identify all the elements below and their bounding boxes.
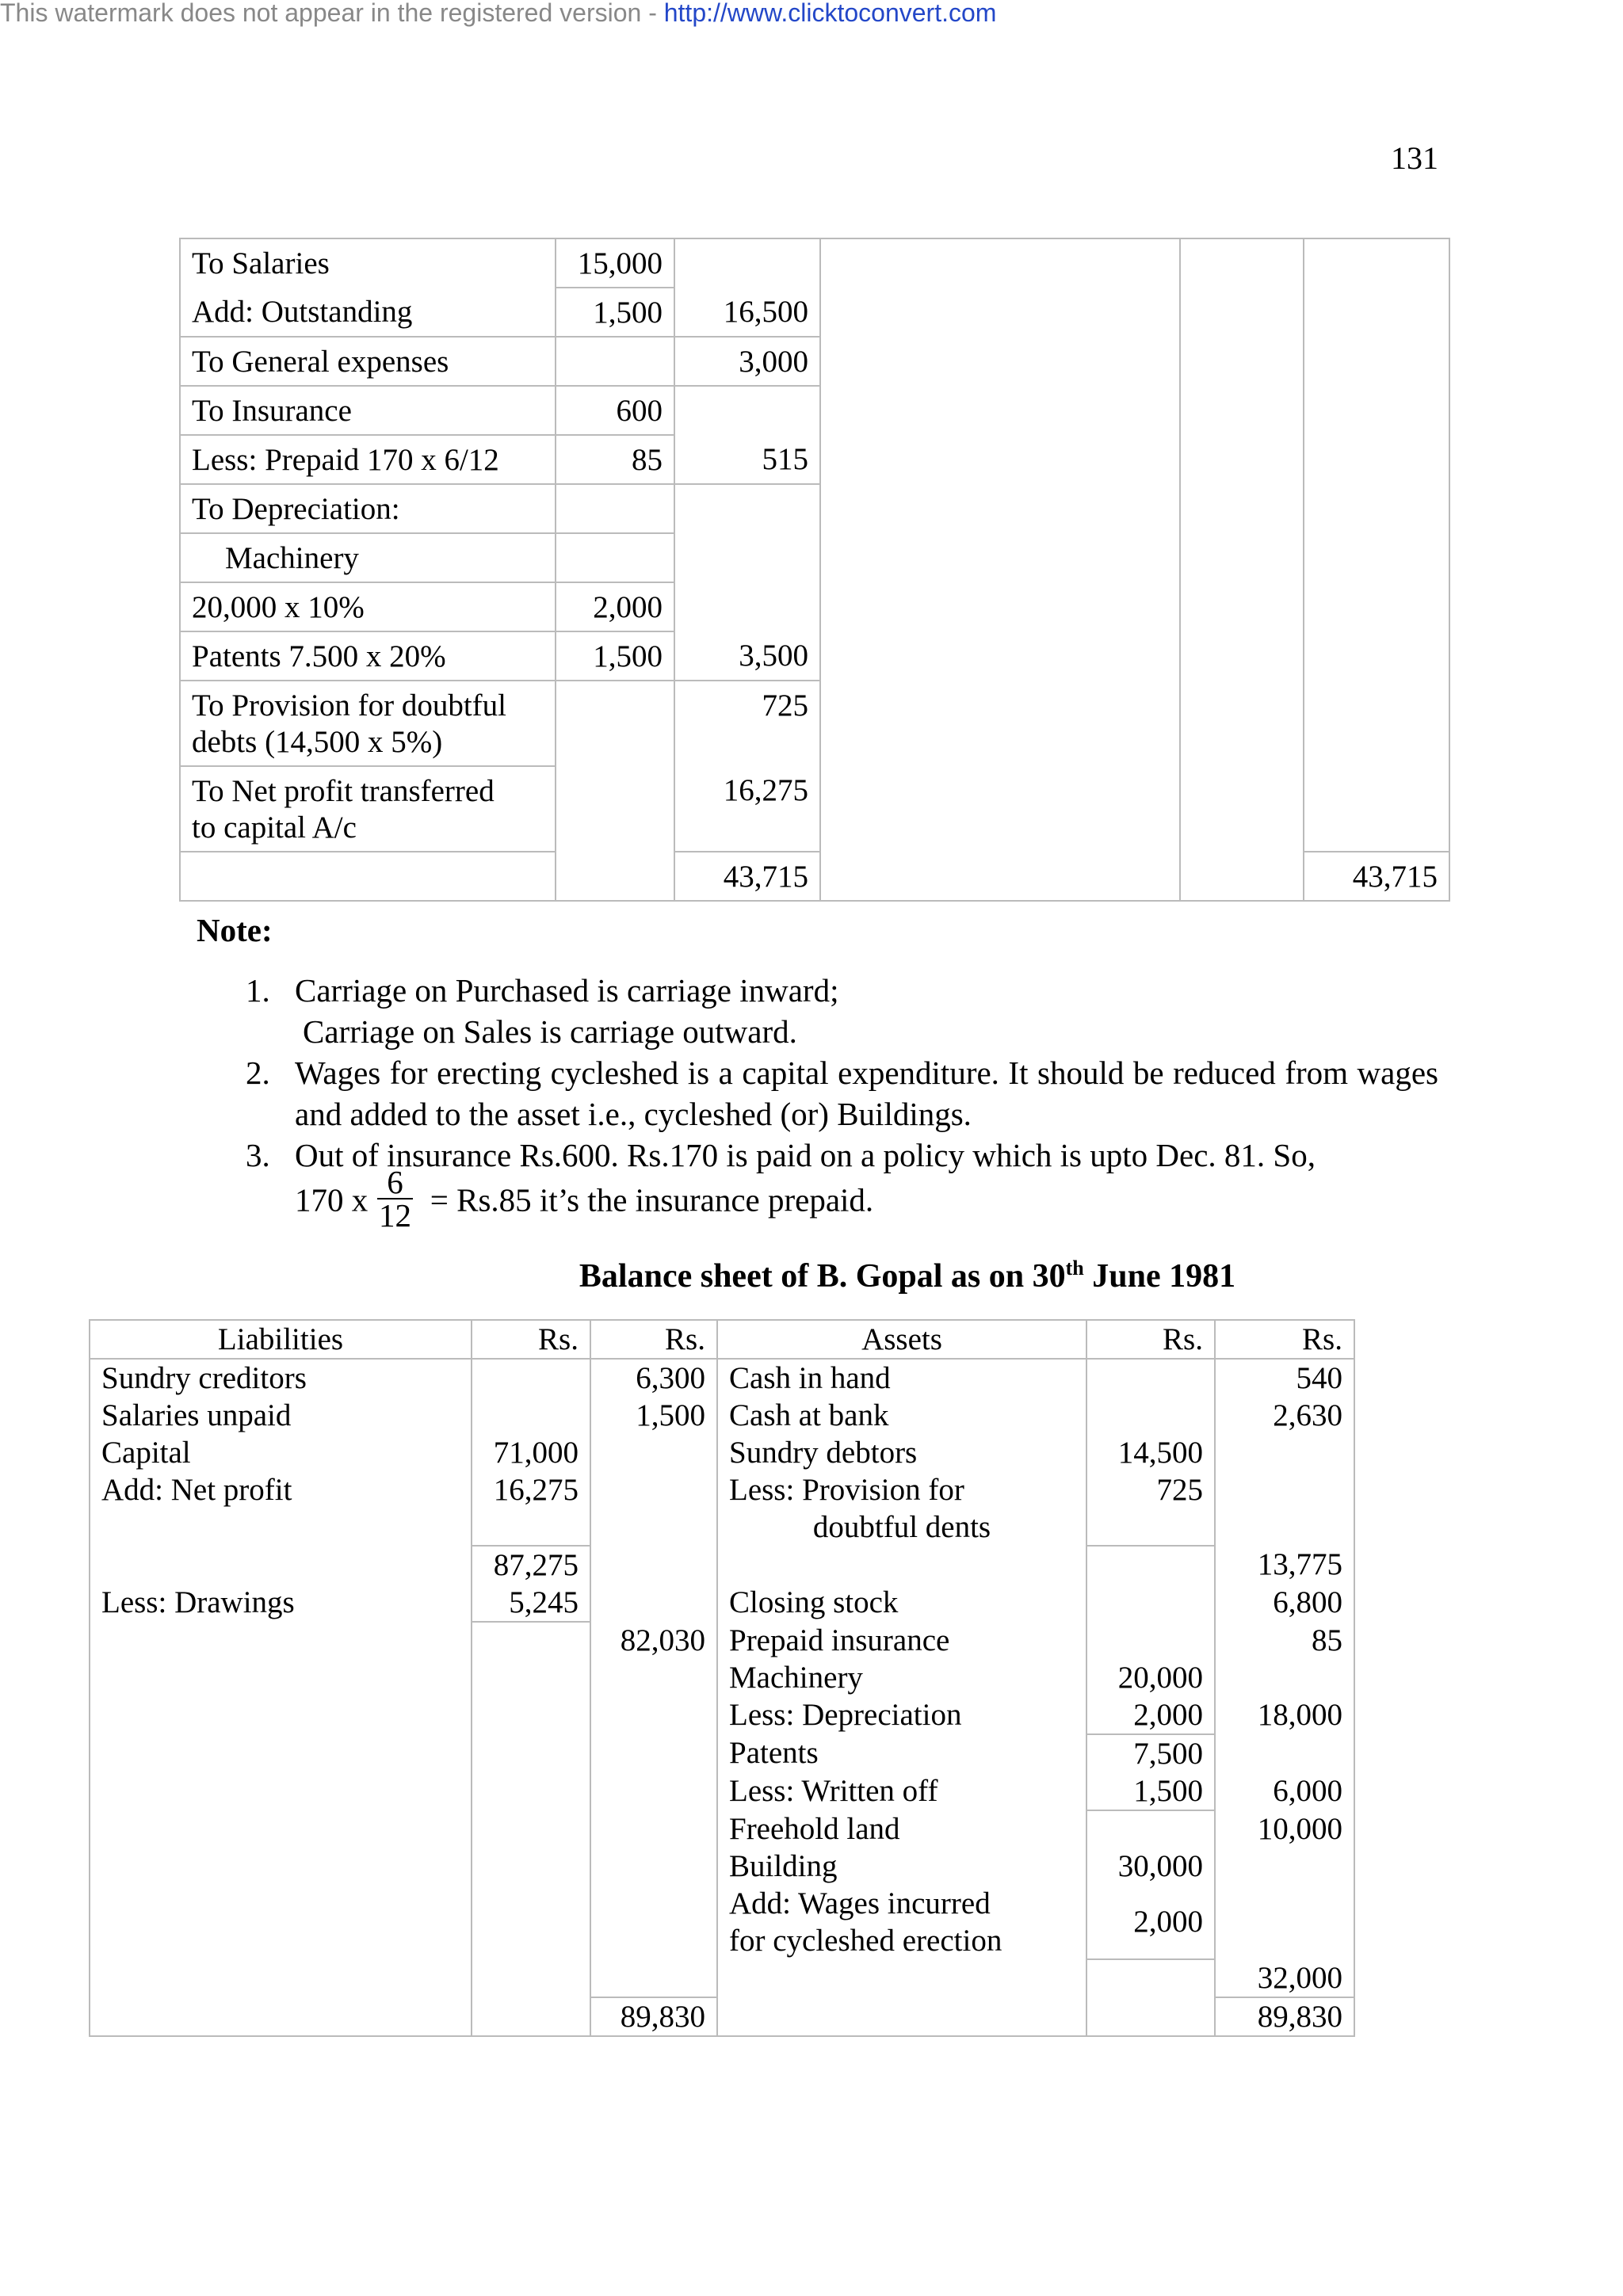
asset-sub-amount: 30,000 [1086,1848,1215,1885]
asset-sub-amount [1086,1508,1215,1546]
asset-item: Machinery [717,1659,1086,1696]
fraction-denominator: 12 [379,1197,411,1234]
liability-sub-amount [472,1696,590,1734]
account-total-row [180,852,1449,901]
header-assets: Assets [717,1320,1086,1359]
balance-sheet-row [90,1959,1354,1997]
account-particulars: To Net profit transferred to capital A/c [180,766,556,852]
balance-sheet-row [90,1734,1354,1772]
asset-sub-amount: 1,500 [1086,1772,1215,1810]
note-text: Carriage on Sales is carriage outward. [303,1013,797,1050]
asset-amount [1215,1508,1354,1546]
account-particulars: Less: Prepaid 170 x 6/12 [180,435,556,484]
account-amount-total [674,533,820,582]
liability-amount [590,1696,717,1734]
balance-sheet-row [90,1471,1354,1508]
note-formula: 170 x $\frac{6}{12}$ = Rs.85 it’s the insurance prepaid. [295,1164,874,1234]
liability-amount: 1,500 [590,1397,717,1434]
balance-sheet-title: Balance sheet of B. Gopal as on 30th June 1981 [579,1257,1236,1295]
account-amount-sub [556,533,674,582]
fraction-numerator: 6 [377,1166,413,1199]
liability-amount [590,1885,717,1959]
asset-sub-amount [1086,1546,1215,1584]
liability-item: Salaries unpaid [90,1397,472,1434]
account-amount-total [674,386,820,435]
account-amount-sub: 85 [556,435,674,484]
liability-item [90,1959,472,1997]
balance-sheet-row [90,1772,1354,1810]
account-row [180,484,1449,533]
balance-sheet-row [90,1584,1354,1622]
asset-sub-amount [1086,1397,1215,1434]
liability-item [90,1772,472,1810]
liability-item [90,1659,472,1696]
asset-amount: 6,800 [1215,1584,1354,1622]
account-row [180,386,1449,435]
balance-sheet-row [90,1622,1354,1659]
balance-sheet-row [90,1359,1354,1397]
balance-sheet-table [89,1319,1355,2037]
asset-sub-amount [1086,1359,1215,1397]
balance-sheet-row [90,1434,1354,1471]
asset-item: Building [717,1848,1086,1885]
assets-total: 89,830 [1215,1997,1354,2036]
asset-amount [1215,1659,1354,1696]
header-rs: Rs. [1086,1320,1215,1359]
liability-amount [590,1471,717,1508]
balance-sheet-total-row [90,1997,1354,2036]
account-amount-total: 725 [674,681,820,766]
asset-sub-amount: 2,000 [1086,1696,1215,1734]
note-text: Carriage on Purchased is carriage inward; [295,972,839,1009]
account-particulars: To Salaries [180,238,556,288]
asset-item: Patents [717,1734,1086,1772]
account-amount-total: 3,000 [674,337,820,386]
asset-item: doubtful dents [717,1508,1086,1546]
liability-sub-amount [472,1959,590,1997]
asset-sub-amount: 14,500 [1086,1434,1215,1471]
liability-sub-amount [472,1848,590,1885]
asset-amount: 540 [1215,1359,1354,1397]
asset-sub-amount [1086,1584,1215,1622]
header-rs: Rs. [472,1320,590,1359]
asset-sub-amount [1086,1810,1215,1848]
liability-amount [590,1810,717,1848]
liability-amount [590,1584,717,1622]
liability-amount [590,1508,717,1546]
asset-item: Less: Written off [717,1772,1086,1810]
balance-sheet-row [90,1848,1354,1885]
account-particulars: To Provision for doubtful debts (14,500 x 5%) [180,681,556,766]
account-particulars: Machinery [180,533,556,582]
asset-item: Cash in hand [717,1359,1086,1397]
asset-amount [1215,1848,1354,1885]
balance-sheet-row [90,1885,1354,1959]
account-amount-sub: 1,500 [556,288,674,337]
asset-item: Prepaid insurance [717,1622,1086,1659]
balance-sheet-row [90,1659,1354,1696]
account-amount-sub: 15,000 [556,238,674,288]
asset-sub-amount: 2,000 [1086,1885,1215,1959]
liability-sub-amount: 87,275 [472,1546,590,1584]
asset-amount [1215,1885,1354,1959]
liability-sub-amount: 16,275 [472,1471,590,1508]
balance-sheet-row [90,1546,1354,1584]
liability-sub-amount: 71,000 [472,1434,590,1471]
liability-item [90,1848,472,1885]
asset-item: Less: Provision for [717,1471,1086,1508]
account-row [180,582,1449,631]
asset-item: Add: Wages incurred for cycleshed erection [717,1885,1086,1959]
asset-amount: 85 [1215,1622,1354,1659]
asset-amount: 10,000 [1215,1810,1354,1848]
account-amount-total: 16,500 [674,288,820,337]
liability-item [90,1696,472,1734]
watermark-link[interactable]: http://www.clicktoconvert.com [663,0,997,27]
account-row [180,681,1449,766]
liability-sub-amount [472,1659,590,1696]
account-particulars: To Insurance [180,386,556,435]
liability-item [90,1885,472,1959]
account-particulars: 20,000 x 10% [180,582,556,631]
liability-item: Add: Net profit [90,1471,472,1508]
asset-amount [1215,1471,1354,1508]
account-amount-sub [556,766,674,852]
header-rs: Rs. [1215,1320,1354,1359]
account-amount-sub: 2,000 [556,582,674,631]
note-text: Wages for erecting cycleshed is a capital expenditure. It should be reduced from wages and added to the asset i.e., cycleshed (or) Buildings. [295,1055,1438,1132]
account-row [180,766,1449,852]
liability-sub-amount [472,1810,590,1848]
asset-sub-amount [1086,1959,1215,1997]
note-item [238,970,1438,1052]
note-number: 2. [246,1055,270,1091]
account-particulars: To Depreciation: [180,484,556,533]
liability-amount: 82,030 [590,1622,717,1659]
liability-sub-amount [472,1885,590,1959]
balance-sheet-header [90,1320,1354,1359]
liability-amount: 6,300 [590,1359,717,1397]
asset-sub-amount [1086,1622,1215,1659]
account-row [180,631,1449,681]
watermark [0,0,1623,29]
profit-loss-account-table [179,238,1450,902]
liability-amount [590,1772,717,1810]
fraction [377,1164,413,1234]
asset-item [717,1546,1086,1584]
asset-item: Closing stock [717,1584,1086,1622]
liability-sub-amount [472,1734,590,1772]
liability-item [90,1734,472,1772]
account-amount-sub [556,337,674,386]
liability-sub-amount [472,1359,590,1397]
asset-item: Freehold land [717,1810,1086,1848]
account-amount-total [674,238,820,288]
liability-item [90,1810,472,1848]
note-number: 3. [246,1137,270,1173]
account-particulars: To General expenses [180,337,556,386]
liability-item [90,1508,472,1546]
liability-sub-amount [472,1772,590,1810]
asset-amount: 6,000 [1215,1772,1354,1810]
asset-amount [1215,1434,1354,1471]
liability-amount [590,1734,717,1772]
account-amount-total: 3,500 [674,631,820,681]
liability-amount [590,1659,717,1696]
note-text: Out of insurance Rs.600. Rs.170 is paid on a policy which is upto Dec. 81. So, [295,1137,1316,1173]
note-item [238,1052,1438,1135]
asset-item: Less: Depreciation [717,1696,1086,1734]
note-heading: Note: [197,912,273,948]
account-particulars: Add: Outstanding [180,288,556,337]
asset-sub-amount: 20,000 [1086,1659,1215,1696]
account-amount-total [674,484,820,533]
balance-sheet-row [90,1696,1354,1734]
account-amount-sub [556,484,674,533]
account-amount-total [674,582,820,631]
account-amount-sub: 1,500 [556,631,674,681]
liability-item [90,1622,472,1659]
account-total-debit: 43,715 [674,852,820,901]
note-number: 1. [246,972,270,1009]
liability-amount [590,1848,717,1885]
account-amount-sub [556,681,674,766]
header-rs: Rs. [590,1320,717,1359]
liability-item [90,1546,472,1584]
asset-item [717,1959,1086,1997]
account-row [180,238,1449,288]
account-particulars: Patents 7.500 x 20% [180,631,556,681]
asset-amount: 18,000 [1215,1696,1354,1734]
balance-sheet-row [90,1810,1354,1848]
asset-amount: 2,630 [1215,1397,1354,1434]
liability-sub-amount: 5,245 [472,1584,590,1622]
liability-item: Sundry creditors [90,1359,472,1397]
asset-item: Cash at bank [717,1397,1086,1434]
account-row [180,288,1449,337]
liability-item: Less: Drawings [90,1584,472,1622]
asset-sub-amount: 7,500 [1086,1734,1215,1772]
liability-sub-amount [472,1397,590,1434]
balance-sheet-row [90,1508,1354,1546]
asset-amount: 13,775 [1215,1546,1354,1584]
page-number: 131 [1391,140,1438,176]
account-amount-total: 16,275 [674,766,820,852]
liability-item: Capital [90,1434,472,1471]
asset-amount: 32,000 [1215,1959,1354,1997]
note-item [238,1135,1438,1234]
liabilities-total: 89,830 [590,1997,717,2036]
liability-amount [590,1546,717,1584]
account-amount-total: 515 [674,435,820,484]
header-liabilities: Liabilities [90,1320,472,1359]
account-row [180,533,1449,582]
watermark-text: This watermark does not appear in the registered version - [0,0,664,27]
liability-sub-amount [472,1508,590,1546]
account-row [180,435,1449,484]
liability-sub-amount [472,1622,590,1659]
account-amount-sub: 600 [556,386,674,435]
liability-amount [590,1434,717,1471]
account-total-credit: 43,715 [1304,852,1449,901]
balance-sheet-row [90,1397,1354,1434]
asset-sub-amount: 725 [1086,1471,1215,1508]
liability-amount [590,1959,717,1997]
asset-item: Sundry debtors [717,1434,1086,1471]
account-row [180,337,1449,386]
asset-amount [1215,1734,1354,1772]
note-list [238,970,1438,1234]
